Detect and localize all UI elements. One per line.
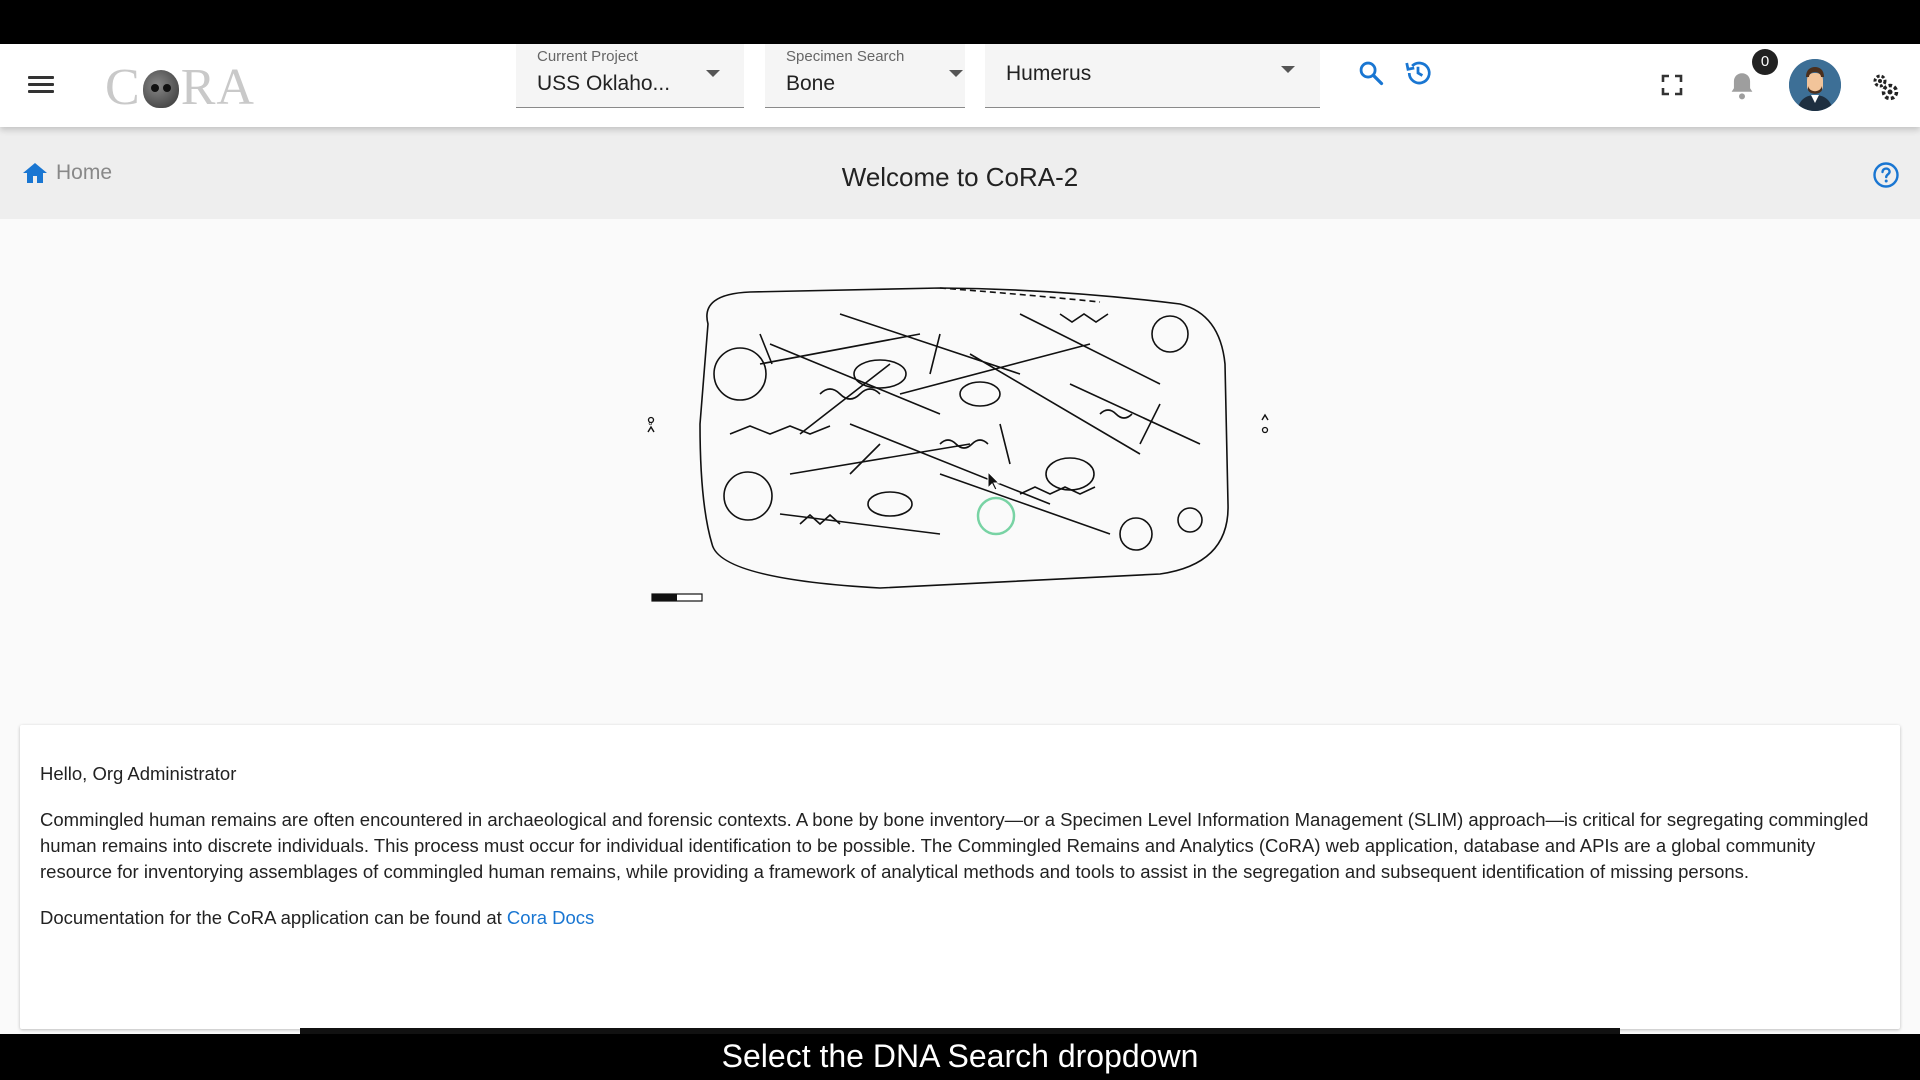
skull-icon <box>143 70 179 108</box>
element-value: Humerus <box>1006 62 1092 85</box>
fullscreen-icon[interactable] <box>1660 73 1684 102</box>
avatar[interactable] <box>1789 59 1841 111</box>
commingled-remains-illustration <box>640 274 1280 674</box>
settings-gears-icon[interactable] <box>1870 72 1900 107</box>
app-window <box>0 44 1920 1034</box>
history-icon[interactable] <box>1403 58 1433 93</box>
greeting-text: Hello, Org Administrator <box>40 763 237 784</box>
specimen-search-select[interactable] <box>765 44 965 108</box>
bell-icon[interactable] <box>1728 71 1756 106</box>
logo-text-ra: RA <box>180 59 255 116</box>
docs-line <box>40 905 1880 931</box>
menu-icon[interactable] <box>26 72 56 100</box>
breadcrumb-bar <box>0 127 1920 219</box>
element-select[interactable] <box>985 44 1320 108</box>
logo-text-c: C <box>105 59 141 116</box>
current-project-label: Current Project <box>537 48 638 65</box>
specimen-search-value: Bone <box>786 72 836 95</box>
current-project-select[interactable] <box>516 44 744 108</box>
chevron-down-icon <box>706 70 720 77</box>
chevron-down-icon <box>949 70 963 77</box>
breadcrumb-home-label: Home <box>56 161 113 184</box>
cora-logo[interactable] <box>105 58 255 114</box>
chevron-down-icon <box>1281 66 1295 73</box>
svg-text:°: ° <box>648 419 653 433</box>
welcome-card <box>20 725 1900 1029</box>
cora-docs-link[interactable]: Cora Docs <box>506 907 595 928</box>
page-title: Welcome to CoRA-2 <box>841 162 1079 192</box>
notification-count-badge: 0 <box>1752 49 1778 75</box>
tutorial-caption: Select the DNA Search dropdown <box>0 1034 1920 1080</box>
intro-paragraph: Commingled human remains are often encountered in archaeological and forensic contexts. A bone by bone inventory—or a Specimen Level Information Management (SLIM) approach—is critical for segregating commingled human remains into discrete individuals. This process must occur for individual identification to be possible. The Commingled Remains and Analytics (CoRA) web application, database and APIs are a global community resource for inventorying assemblages of commingled human remains, while providing a framework of analytical methods and tools to assist in the segregation and subsequent identification of missing persons. <box>40 809 1869 882</box>
top-app-bar <box>0 44 1920 127</box>
specimen-search-label: Specimen Search <box>786 48 905 65</box>
help-icon[interactable] <box>1872 161 1900 194</box>
current-project-value: USS Oklaho... <box>537 72 671 95</box>
docs-prefix: Documentation for the CoRA application can be found at <box>40 907 507 928</box>
search-icon[interactable] <box>1357 59 1385 92</box>
